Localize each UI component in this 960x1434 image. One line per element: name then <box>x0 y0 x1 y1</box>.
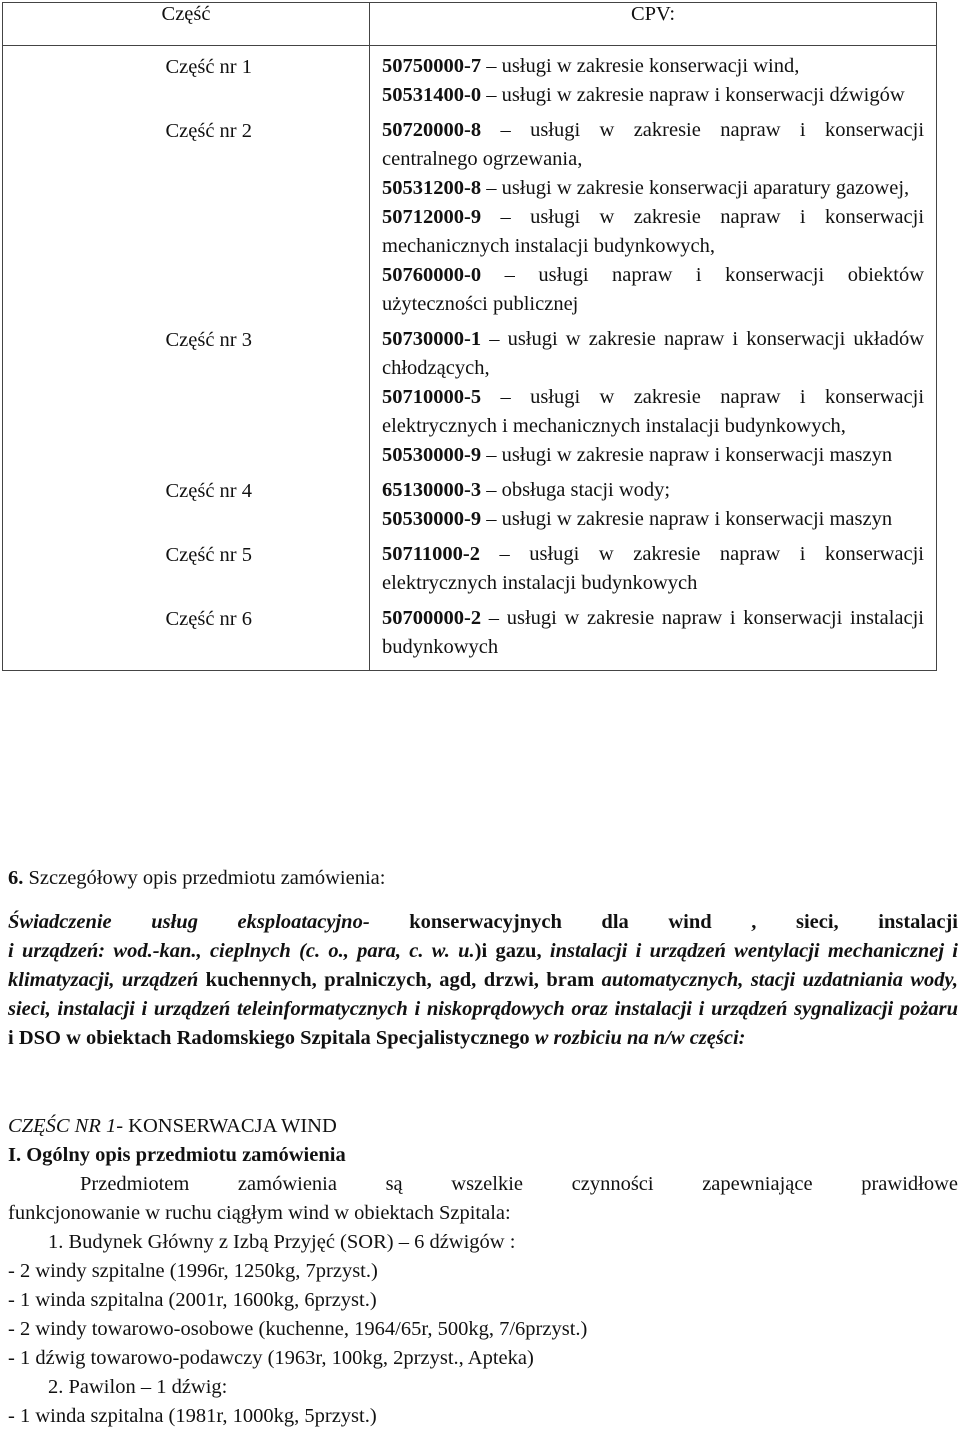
building-2-heading: 2. Pawilon – 1 dźwig: <box>48 1376 228 1398</box>
cpv-description: usługi napraw i konserwacji obiektów użyteczności publicznej <box>382 264 924 315</box>
desc-part-e: instalacji i urządzeń wentylacji mechanicznej i klimatyzacji, urządzeń <box>8 940 958 991</box>
building-1-heading: 1. Budynek Główny z Izbą Przyjęć (SOR) – 6 dźwigów : <box>48 1231 516 1253</box>
cpv-code: 50531400-0 <box>382 84 482 106</box>
cpv-group <box>382 476 924 534</box>
building-2-item: - 1 winda szpitalna (1981r, 1000kg, 5przyst.) <box>8 1405 377 1427</box>
section-6-description <box>8 908 958 1053</box>
cpv-code: 50711000-2 <box>382 543 480 565</box>
cpv-description: obsługa stacji wody; <box>501 479 671 501</box>
cpv-entry: 50530000-9 – usługi w zakresie napraw i konserwacji maszyn <box>382 508 893 530</box>
cpv-description: usługi w zakresie napraw i konserwacji instalacji budynkowych <box>382 607 924 658</box>
cpv-description: usługi w zakresie napraw i konserwacji centralnego ogrzewania, <box>382 119 925 170</box>
cpv-codes-column <box>370 46 937 671</box>
part-1-section <box>8 1112 958 1431</box>
part-label: Część nr 2 <box>165 119 252 142</box>
desc-part-a: Świadczenie usług eksploatacyjno- <box>8 911 370 933</box>
cpv-code: 50710000-5 <box>382 386 482 408</box>
cpv-entry: 50712000-9 – usługi w zakresie napraw i konserwacji mechanicznych instalacji budynkowych, <box>382 206 925 257</box>
cpv-entry: 50730000-1 – usługi w zakresie napraw i konserwacji układów chłodzących, <box>382 328 924 379</box>
building-1-item: - 2 windy towarowo-osobowe (kuchenne, 1964/65r, 500kg, 7/6przyst.) <box>8 1318 588 1340</box>
cpv-entry: 50760000-0 – usługi napraw i konserwacji obiektów użyteczności publicznej <box>382 264 924 315</box>
desc-part-f: kuchennych, pralniczych, agd, drzwi, bram <box>198 969 595 991</box>
cpv-group <box>382 604 924 662</box>
desc-part-g: automatycznych, stacji uzdatniania wody, sieci, instalacji i urządzeń teleinformatycznych i niskoprądowych oraz instalacji i urządzeń sygnalizacji pożaru <box>8 969 959 1020</box>
cpv-code: 50531200-8 <box>382 177 482 199</box>
desc-part-h: i DSO w obiektach Radomskiego Szpitala Specjalistycznego <box>8 1027 530 1049</box>
part-label: Część nr 4 <box>165 479 252 502</box>
cpv-entry: 50531200-8 – usługi w zakresie konserwacji aparatury gazowej, <box>382 177 910 199</box>
part-1-heading-italic: CZĘŚC NR 1 <box>8 1115 117 1137</box>
desc-part-d: )i gazu, <box>474 940 542 962</box>
cpv-description: usługi w zakresie napraw i konserwacji układów chłodzących, <box>382 328 924 379</box>
cpv-entry: 50531400-0 – usługi w zakresie napraw i konserwacji dźwigów <box>382 84 905 106</box>
part-1-heading-rest: - KONSERWACJA WIND <box>116 1115 337 1137</box>
building-1-item: - 1 winda szpitalna (2001r, 1600kg, 6przyst.) <box>8 1289 377 1311</box>
cpv-description: usługi w zakresie konserwacji aparatury gazowej, <box>501 177 910 199</box>
parts-column <box>3 46 370 671</box>
cpv-code: 50760000-0 <box>382 264 482 286</box>
building-1-item: - 1 dźwig towarowo-podawczy (1963r, 100kg, 2przyst., Apteka) <box>8 1347 534 1369</box>
section-title: Szczegółowy opis przedmiotu zamówienia: <box>28 867 386 889</box>
cpv-entry: 50710000-5 – usługi w zakresie napraw i konserwacji elektrycznych i mechanicznych instalacji budynkowych, <box>382 386 925 437</box>
cpv-description: usługi w zakresie napraw i konserwacji elektrycznych instalacji budynkowych <box>382 543 925 594</box>
cpv-description: usługi w zakresie napraw i konserwacji dźwigów <box>501 84 905 106</box>
cpv-entry: 65130000-3 – obsługa stacji wody; <box>382 479 671 501</box>
cpv-description: usługi w zakresie napraw i konserwacji elektrycznych i mechanicznych instalacji budynkowych, <box>382 386 925 437</box>
desc-part-i: w rozbiciu na n/w części: <box>529 1027 746 1049</box>
cpv-group <box>382 52 924 110</box>
cpv-code: 50720000-8 <box>382 119 482 141</box>
cpv-description: usługi w zakresie napraw i konserwacji maszyn <box>501 508 893 530</box>
cpv-table <box>2 2 937 671</box>
cpv-entry: 50711000-2 – usługi w zakresie napraw i konserwacji elektrycznych instalacji budynkowych <box>382 543 925 594</box>
intro-line-1: Przedmiotem zamówienia są wszelkie czynności zapewniające prawidłowe <box>80 1173 958 1195</box>
cpv-code: 65130000-3 <box>382 479 482 501</box>
cpv-code: 50712000-9 <box>382 206 482 228</box>
cpv-code: 50530000-9 <box>382 444 482 466</box>
cpv-description: usługi w zakresie napraw i konserwacji mechanicznych instalacji budynkowych, <box>382 206 925 257</box>
cpv-code: 50530000-9 <box>382 508 482 530</box>
cpv-entry: 50750000-7 – usługi w zakresie konserwacji wind, <box>382 55 800 77</box>
part-label: Część nr 5 <box>165 543 252 566</box>
part-label: Część nr 6 <box>165 607 252 630</box>
cpv-code: 50700000-2 <box>382 607 482 629</box>
cpv-description: usługi w zakresie konserwacji wind, <box>501 55 800 77</box>
header-part: Część <box>3 3 370 46</box>
cpv-code: 50750000-7 <box>382 55 482 77</box>
cpv-code: 50730000-1 <box>382 328 482 350</box>
part-label: Część nr 3 <box>165 328 252 351</box>
part-label: Część nr 1 <box>165 55 252 78</box>
cpv-group <box>382 540 924 598</box>
section-number: 6. <box>8 867 24 889</box>
intro-line-2: funkcjonowanie w ruchu ciągłym wind w obiektach Szpitala: <box>8 1202 511 1224</box>
cpv-entry: 50700000-2 – usługi w zakresie napraw i konserwacji instalacji budynkowych <box>382 607 924 658</box>
building-1-item: - 2 windy szpitalne (1996r, 1250kg, 7przyst.) <box>8 1260 378 1282</box>
cpv-description: usługi w zakresie napraw i konserwacji maszyn <box>501 444 893 466</box>
cpv-entry: 50530000-9 – usługi w zakresie napraw i konserwacji maszyn <box>382 444 893 466</box>
desc-part-b: konserwacyjnych dla wind , sieci, instalacji <box>369 911 958 933</box>
section-6-heading <box>8 864 958 893</box>
cpv-group <box>382 325 924 470</box>
general-description-heading: I. Ogólny opis przedmiotu zamówienia <box>8 1144 346 1166</box>
cpv-group <box>382 116 924 319</box>
desc-part-c: i urządzeń: wod.-kan., cieplnych (c. o., para, c. w. u. <box>8 940 475 962</box>
header-cpv: CPV: <box>370 3 937 46</box>
cpv-entry: 50720000-8 – usługi w zakresie napraw i konserwacji centralnego ogrzewania, <box>382 119 925 170</box>
